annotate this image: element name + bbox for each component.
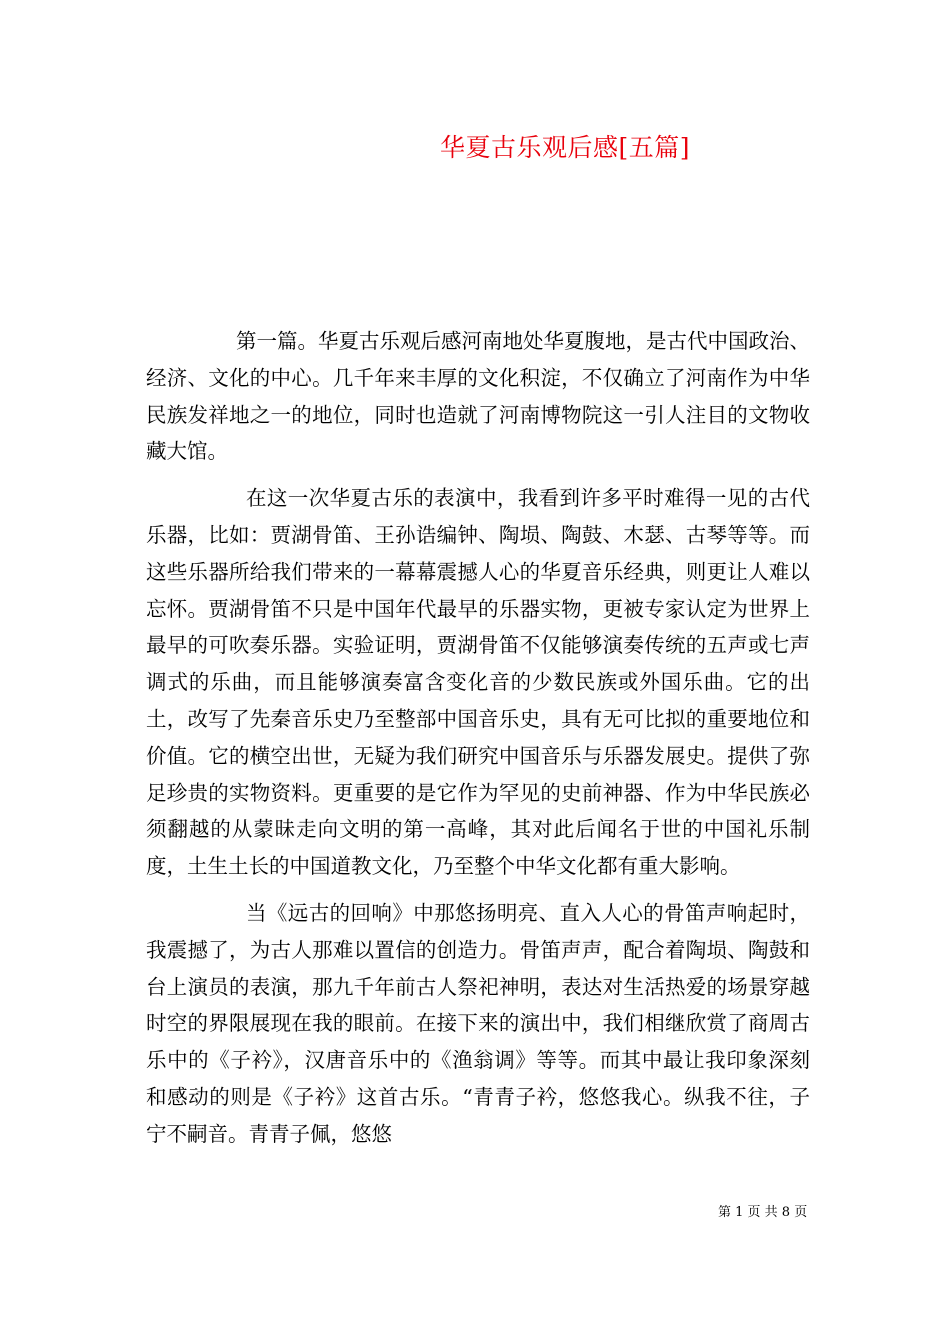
page-number-footer: 第 1 页 共 8 页 bbox=[718, 1205, 808, 1220]
paragraph-2: 在这一次华夏古乐的表演中，我看到许多平时难得一见的古代乐器，比如：贾湖骨笛、王孙诰编钟、陶埙、陶鼓、木瑟、古琴等等。而这些乐器所给我们带来的一幕幕震撼人心的华夏音乐经典，则更让人难以忘怀。贾湖骨笛不只是中国年代最早的乐器实物，更被专家认定为世界上最早的可吹奏乐器。实验证明，贾湖骨笛不仅能够演奏传统的五声或七声调式的乐曲，而且能够演奏富含变化音的少数民族或外国乐曲。它的出土，改写了先秦音乐史乃至整部中国音乐史，具有无可比拟的重要地位和价值。它的横空出世，无疑为我们研究中国音乐与乐器发展史。提供了弥足珍贵的实物资料。更重要的是它作为罕见的史前神器、作为中华民族必须翻越的从蒙昧走向文明的第一高峰，其对此后闻名于世的中国礼乐制度，土生土长的中国道教文化，乃至整个中华文化都有重大影响。 bbox=[146, 486, 810, 879]
document-body bbox=[146, 323, 810, 1163]
document-title: 华夏古乐观后感[五篇] bbox=[440, 133, 691, 162]
paragraph-1: 第一篇。华夏古乐观后感河南地处华夏腹地，是古代中国政治、经济、文化的中心。几千年来丰厚的文化积淀，不仅确立了河南作为中华民族发祥地之一的地位，同时也造就了河南博物院这一引人注目的文物收藏大馆。 bbox=[146, 329, 810, 464]
paragraph-3: 当《远古的回响》中那悠扬明亮、直入人心的骨笛声响起时，我震撼了，为古人那难以置信的创造力。骨笛声声，配合着陶埙、陶鼓和台上演员的表演，那九千年前古人祭祀神明，表达对生活热爱的场景穿越时空的界限展现在我的眼前。在接下来的演出中，我们相继欣赏了商周古乐中的《子衿》，汉唐音乐中的《渔翁调》等等。而其中最让我印象深刻和感动的则是《子衿》这首古乐。“青青子衿，悠悠我心。纵我不往，子宁不嗣音。青青子佩，悠悠 bbox=[146, 900, 810, 1146]
